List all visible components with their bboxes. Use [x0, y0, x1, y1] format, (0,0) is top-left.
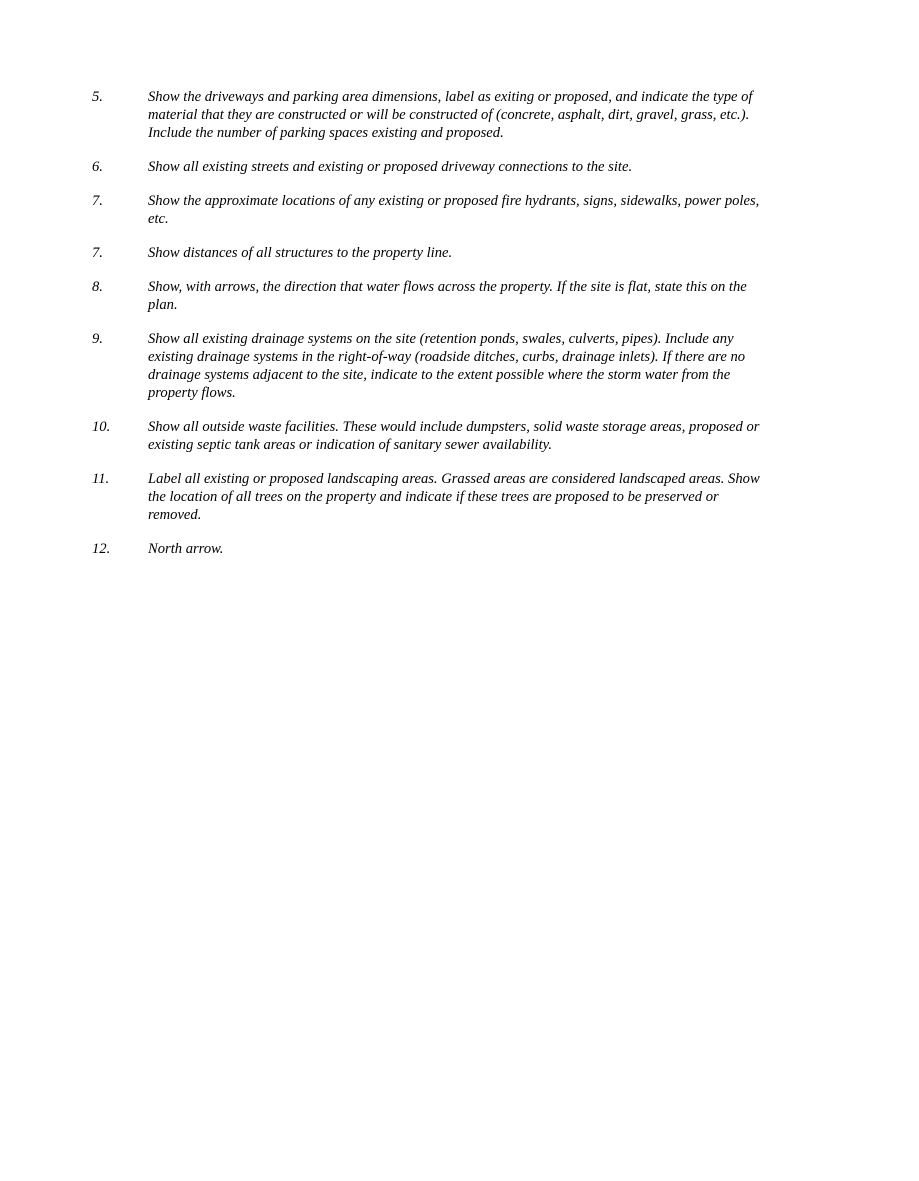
item-text: Show all existing streets and existing or proposed driveway connections to the site.: [148, 159, 633, 175]
list-item: [92, 418, 827, 454]
item-text: Label all existing or proposed landscaping areas. Grassed areas are considered landscaped areas. Show the location of all trees on the property and indicate if these trees are proposed to be preserved or removed.: [148, 471, 760, 523]
item-number: 5.: [92, 89, 103, 105]
item-number: 7.: [92, 245, 103, 261]
item-number: 6.: [92, 159, 103, 175]
list-item: [92, 278, 827, 314]
item-number: 8.: [92, 279, 103, 295]
list-item: [92, 330, 827, 402]
list-item: [92, 158, 827, 176]
item-text: Show the driveways and parking area dimensions, label as exiting or proposed, and indicate the type of material that they are constructed or will be constructed of (concrete, asphalt, dirt, gravel, grass, etc.). Include the number of parking spaces existing and proposed.: [148, 89, 753, 141]
item-number: 7.: [92, 193, 103, 209]
item-number: 9.: [92, 331, 103, 347]
item-number: 12.: [92, 541, 111, 557]
item-number: 11.: [92, 471, 110, 487]
item-text: North arrow.: [148, 541, 224, 557]
list-item: [92, 192, 827, 228]
list-item: [92, 470, 827, 524]
list-item: [92, 244, 827, 262]
list-item: [92, 88, 827, 142]
list-item: [92, 540, 827, 558]
item-text: Show all outside waste facilities. These would include dumpsters, solid waste storage areas, proposed or existing septic tank areas or indication of sanitary sewer availability.: [148, 419, 760, 453]
item-text: Show all existing drainage systems on the site (retention ponds, swales, culverts, pipes). Include any existing drainage systems in the right-of-way (roadside ditches, curbs, drainage inlets). If there are no drainage systems adjacent to the site, indicate to the extent possible where the storm water from the property flows.: [148, 331, 746, 401]
item-text: Show, with arrows, the direction that water flows across the property. If the site is flat, state this on the plan.: [148, 279, 747, 313]
item-number: 10.: [92, 419, 111, 435]
item-text: Show the approximate locations of any existing or proposed fire hydrants, signs, sidewalks, power poles, etc.: [148, 193, 760, 227]
instruction-list: [92, 88, 827, 574]
item-text: Show distances of all structures to the property line.: [148, 245, 453, 261]
